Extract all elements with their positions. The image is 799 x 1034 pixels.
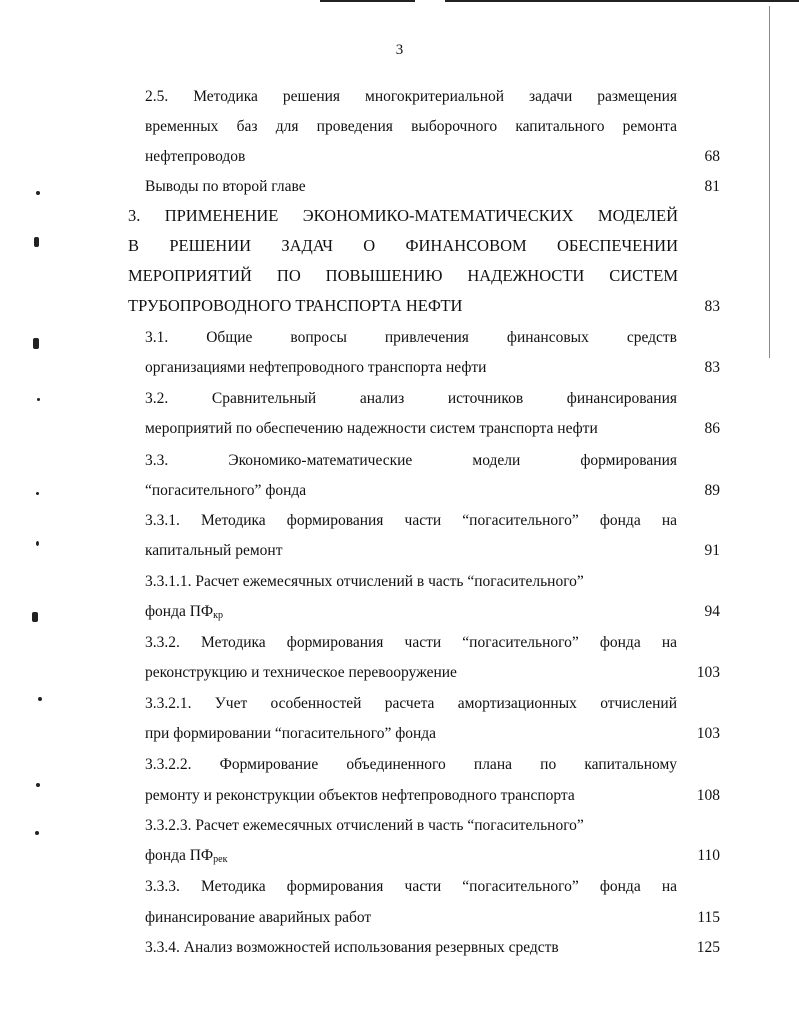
toc-line: 3.3.1. Методика формирования части “погасительного” фонда на <box>145 512 677 529</box>
toc-line: временных баз для проведения выборочного капитального ремонта <box>145 118 677 135</box>
scan-speck <box>36 492 39 495</box>
scan-speck <box>36 541 39 546</box>
toc-line: капитальный ремонт <box>145 542 283 559</box>
toc-line: 3.3.1.1. Расчет ежемесячных отчислений в часть “погасительного” <box>145 573 584 590</box>
toc-line: организациями нефтепроводного транспорта нефти <box>145 359 487 376</box>
toc-line: нефтепроводов <box>145 148 246 165</box>
scan-top-edge <box>445 0 799 2</box>
subscript: рек <box>213 854 228 865</box>
toc-line: финансирование аварийных работ <box>145 909 372 926</box>
toc-chapter-line: МЕРОПРИЯТИЙ ПО ПОВЫШЕНИЮ НАДЕЖНОСТИ СИСТЕМ <box>128 266 678 285</box>
scan-speck <box>38 697 42 701</box>
scan-speck <box>35 831 39 835</box>
toc-chapter-line: В РЕШЕНИИ ЗАДАЧ О ФИНАНСОВОМ ОБЕСПЕЧЕНИИ <box>128 236 678 255</box>
toc-line: мероприятий по обеспечению надежности систем транспорта нефти <box>145 420 598 437</box>
toc-page-number: 89 <box>704 482 720 499</box>
toc-line: 3.3. Экономико-математические модели формирования <box>145 452 677 469</box>
toc-line: 3.3.3. Методика формирования части “погасительного” фонда на <box>145 878 677 895</box>
toc-page-number: 125 <box>696 939 720 956</box>
toc-line <box>145 602 223 626</box>
toc-line-text: фонда ПФ <box>145 847 214 864</box>
toc-line: 3.3.4. Анализ возможностей использования резервных средств <box>145 939 559 956</box>
toc-page-number: 110 <box>697 847 720 864</box>
scan-top-edge <box>320 0 415 2</box>
subscript: кр <box>213 610 224 621</box>
toc-page-number: 108 <box>696 787 720 804</box>
toc-line: при формировании “погасительного” фонда <box>145 725 437 742</box>
toc-page-number: 83 <box>704 298 720 315</box>
toc-page-number: 68 <box>704 148 720 165</box>
toc-page-number: 115 <box>697 909 720 926</box>
toc-line: Выводы по второй главе <box>145 178 306 195</box>
toc-page-number: 94 <box>704 603 720 620</box>
toc-line: 2.5. Методика решения многокритериальной задачи размещения <box>145 88 677 105</box>
scan-speck <box>32 612 38 622</box>
page-number: 3 <box>395 42 404 58</box>
toc-line: реконструкцию и техническое перевооружение <box>145 664 457 681</box>
scan-speck <box>34 237 39 247</box>
toc-chapter-line: 3. ПРИМЕНЕНИЕ ЭКОНОМИКО-МАТЕМАТИЧЕСКИХ МОДЕЛЕЙ <box>128 206 678 225</box>
toc-line <box>145 846 227 870</box>
toc-line: 3.1. Общие вопросы привлечения финансовых средств <box>145 329 677 346</box>
scan-speck <box>33 338 39 349</box>
toc-page-number: 81 <box>704 178 720 195</box>
toc-page-number: 83 <box>704 359 720 376</box>
toc-line-text: фонда ПФ <box>145 603 214 620</box>
toc-line: 3.3.2.3. Расчет ежемесячных отчислений в часть “погасительного” <box>145 817 584 834</box>
toc-line: 3.2. Сравнительный анализ источников финансирования <box>145 390 677 407</box>
scan-speck <box>36 191 40 195</box>
toc-page-number: 103 <box>696 725 720 742</box>
toc-page-number: 103 <box>696 664 720 681</box>
toc-line: 3.3.2. Методика формирования части “погасительного” фонда на <box>145 634 677 651</box>
scan-speck <box>37 398 40 401</box>
toc-line: “погасительного” фонда <box>145 482 307 499</box>
toc-page-number: 86 <box>704 420 720 437</box>
toc-line: 3.3.2.2. Формирование объединенного плана по капитальному <box>145 756 677 773</box>
toc-page-number: 91 <box>704 542 720 559</box>
toc-line: ремонту и реконструкции объектов нефтепроводного транспорта <box>145 787 575 804</box>
toc-chapter-line: ТРУБОПРОВОДНОГО ТРАНСПОРТА НЕФТИ <box>128 296 463 315</box>
scan-speck <box>36 783 40 787</box>
toc-line: 3.3.2.1. Учет особенностей расчета амортизационных отчислений <box>145 695 677 712</box>
